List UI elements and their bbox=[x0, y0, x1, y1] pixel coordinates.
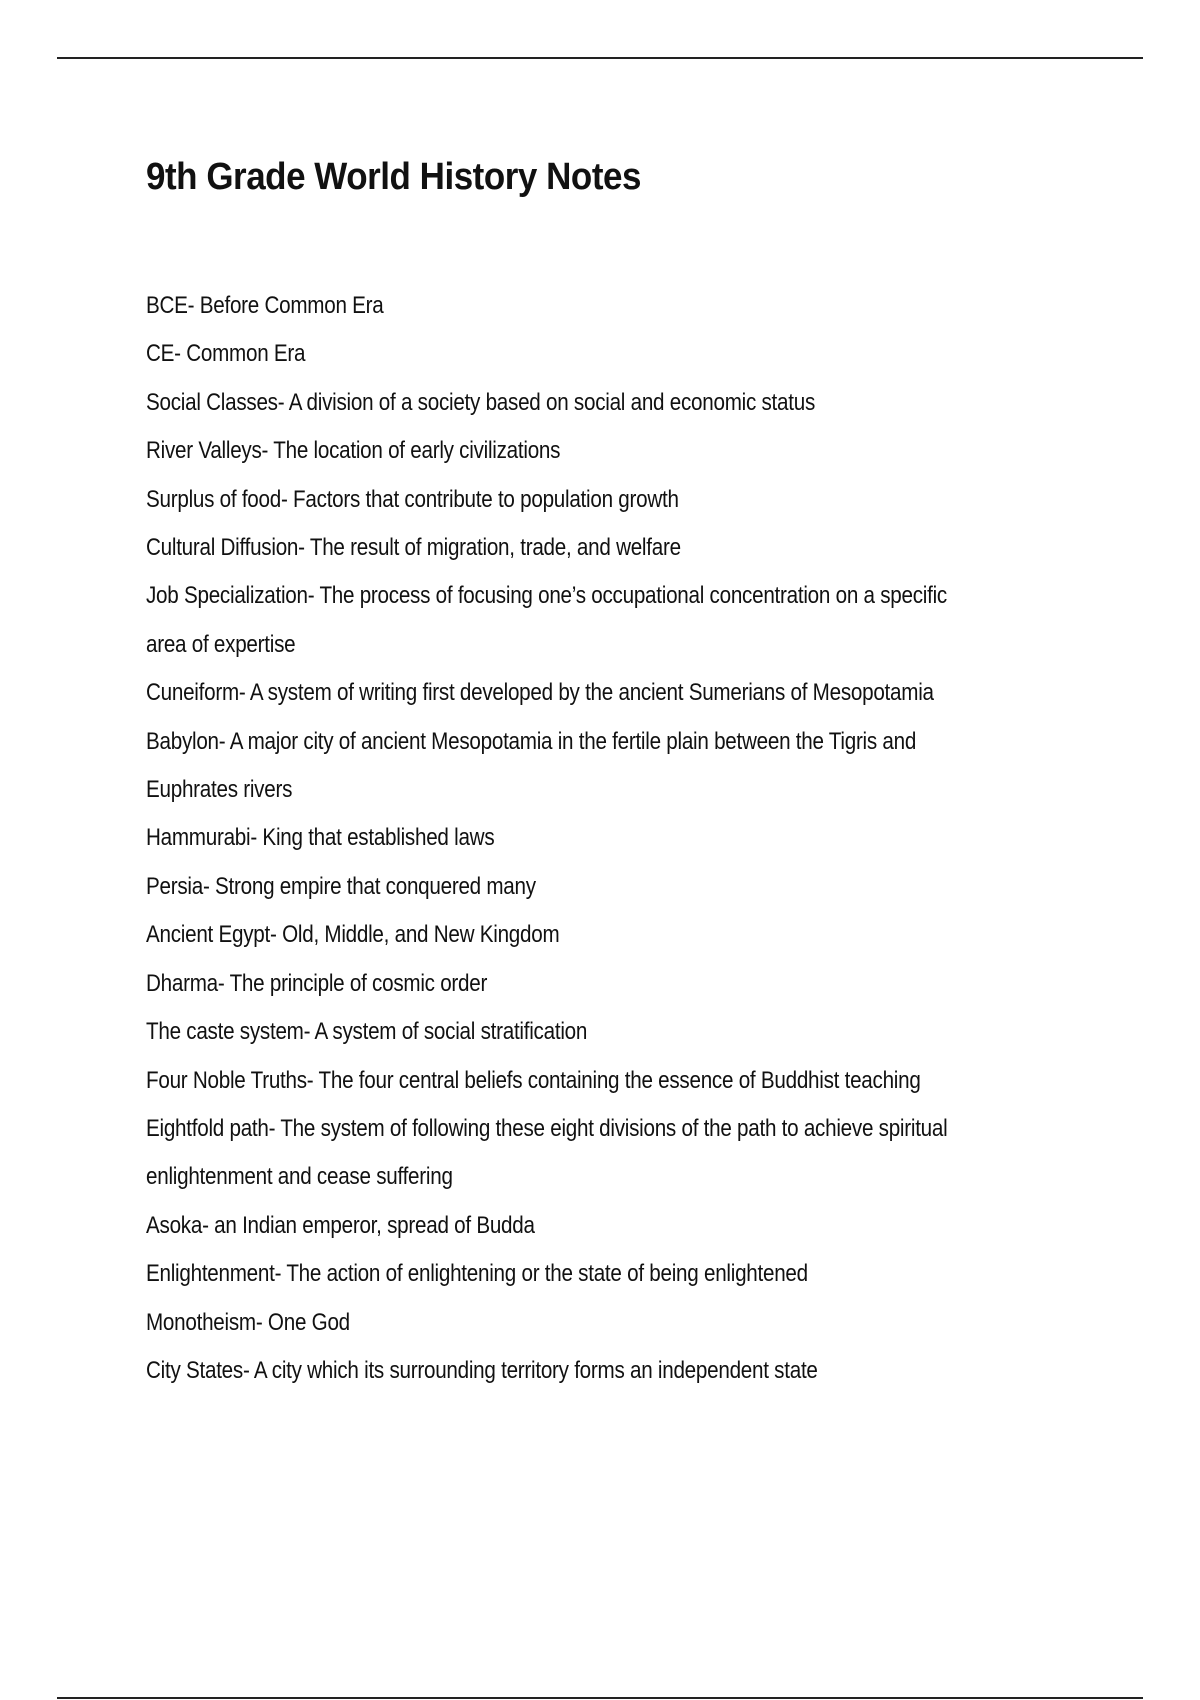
term-bce: BCE- Before Common Era bbox=[146, 292, 384, 319]
term-list bbox=[146, 282, 1066, 1395]
term-monotheism: Monotheism- One God bbox=[146, 1308, 350, 1336]
term-cuneiform: Cuneiform- A system of writing first developed by the ancient Sumerians of Mesopotamia bbox=[146, 679, 934, 707]
bottom-divider bbox=[57, 1697, 1143, 1699]
term-babylon: Babylon- A major city of ancient Mesopotamia in the fertile plain between the Tigris and Euphrates rivers bbox=[146, 727, 917, 804]
page-title: 9th Grade World History Notes bbox=[146, 156, 641, 198]
term-city-states: City States- A city which its surrounding territory forms an independent state bbox=[146, 1356, 818, 1384]
term-ce: CE- Common Era bbox=[146, 340, 306, 368]
term-persia: Persia- Strong empire that conquered many bbox=[146, 872, 536, 900]
term-surplus-of-food: Surplus of food- Factors that contribute to population growth bbox=[146, 485, 679, 513]
term-caste-system: The caste system- A system of social stratification bbox=[146, 1018, 588, 1046]
term-dharma: Dharma- The principle of cosmic order bbox=[146, 969, 488, 997]
term-cultural-diffusion: Cultural Diffusion- The result of migration, trade, and welfare bbox=[146, 534, 681, 562]
term-river-valleys: River Valleys- The location of early civilizations bbox=[146, 437, 561, 465]
term-social-classes: Social Classes- A division of a society based on social and economic status bbox=[146, 388, 816, 416]
term-four-noble-truths: Four Noble Truths- The four central beliefs containing the essence of Buddhist teaching bbox=[146, 1066, 921, 1094]
term-hammurabi: Hammurabi- King that established laws bbox=[146, 824, 495, 852]
term-asoka: Asoka- an Indian emperor, spread of Budda bbox=[146, 1211, 535, 1239]
top-divider bbox=[57, 57, 1143, 59]
term-ancient-egypt: Ancient Egypt- Old, Middle, and New Kingdom bbox=[146, 921, 560, 949]
term-job-specialization: Job Specialization- The process of focusing one’s occupational concentration on a specific area of expertise bbox=[146, 582, 947, 658]
term-eightfold-path: Eightfold path- The system of following these eight divisions of the path to achieve spiritual enlightenment and cease suffering bbox=[146, 1114, 948, 1191]
term-enlightenment: Enlightenment- The action of enlightening or the state of being enlightened bbox=[146, 1260, 808, 1288]
